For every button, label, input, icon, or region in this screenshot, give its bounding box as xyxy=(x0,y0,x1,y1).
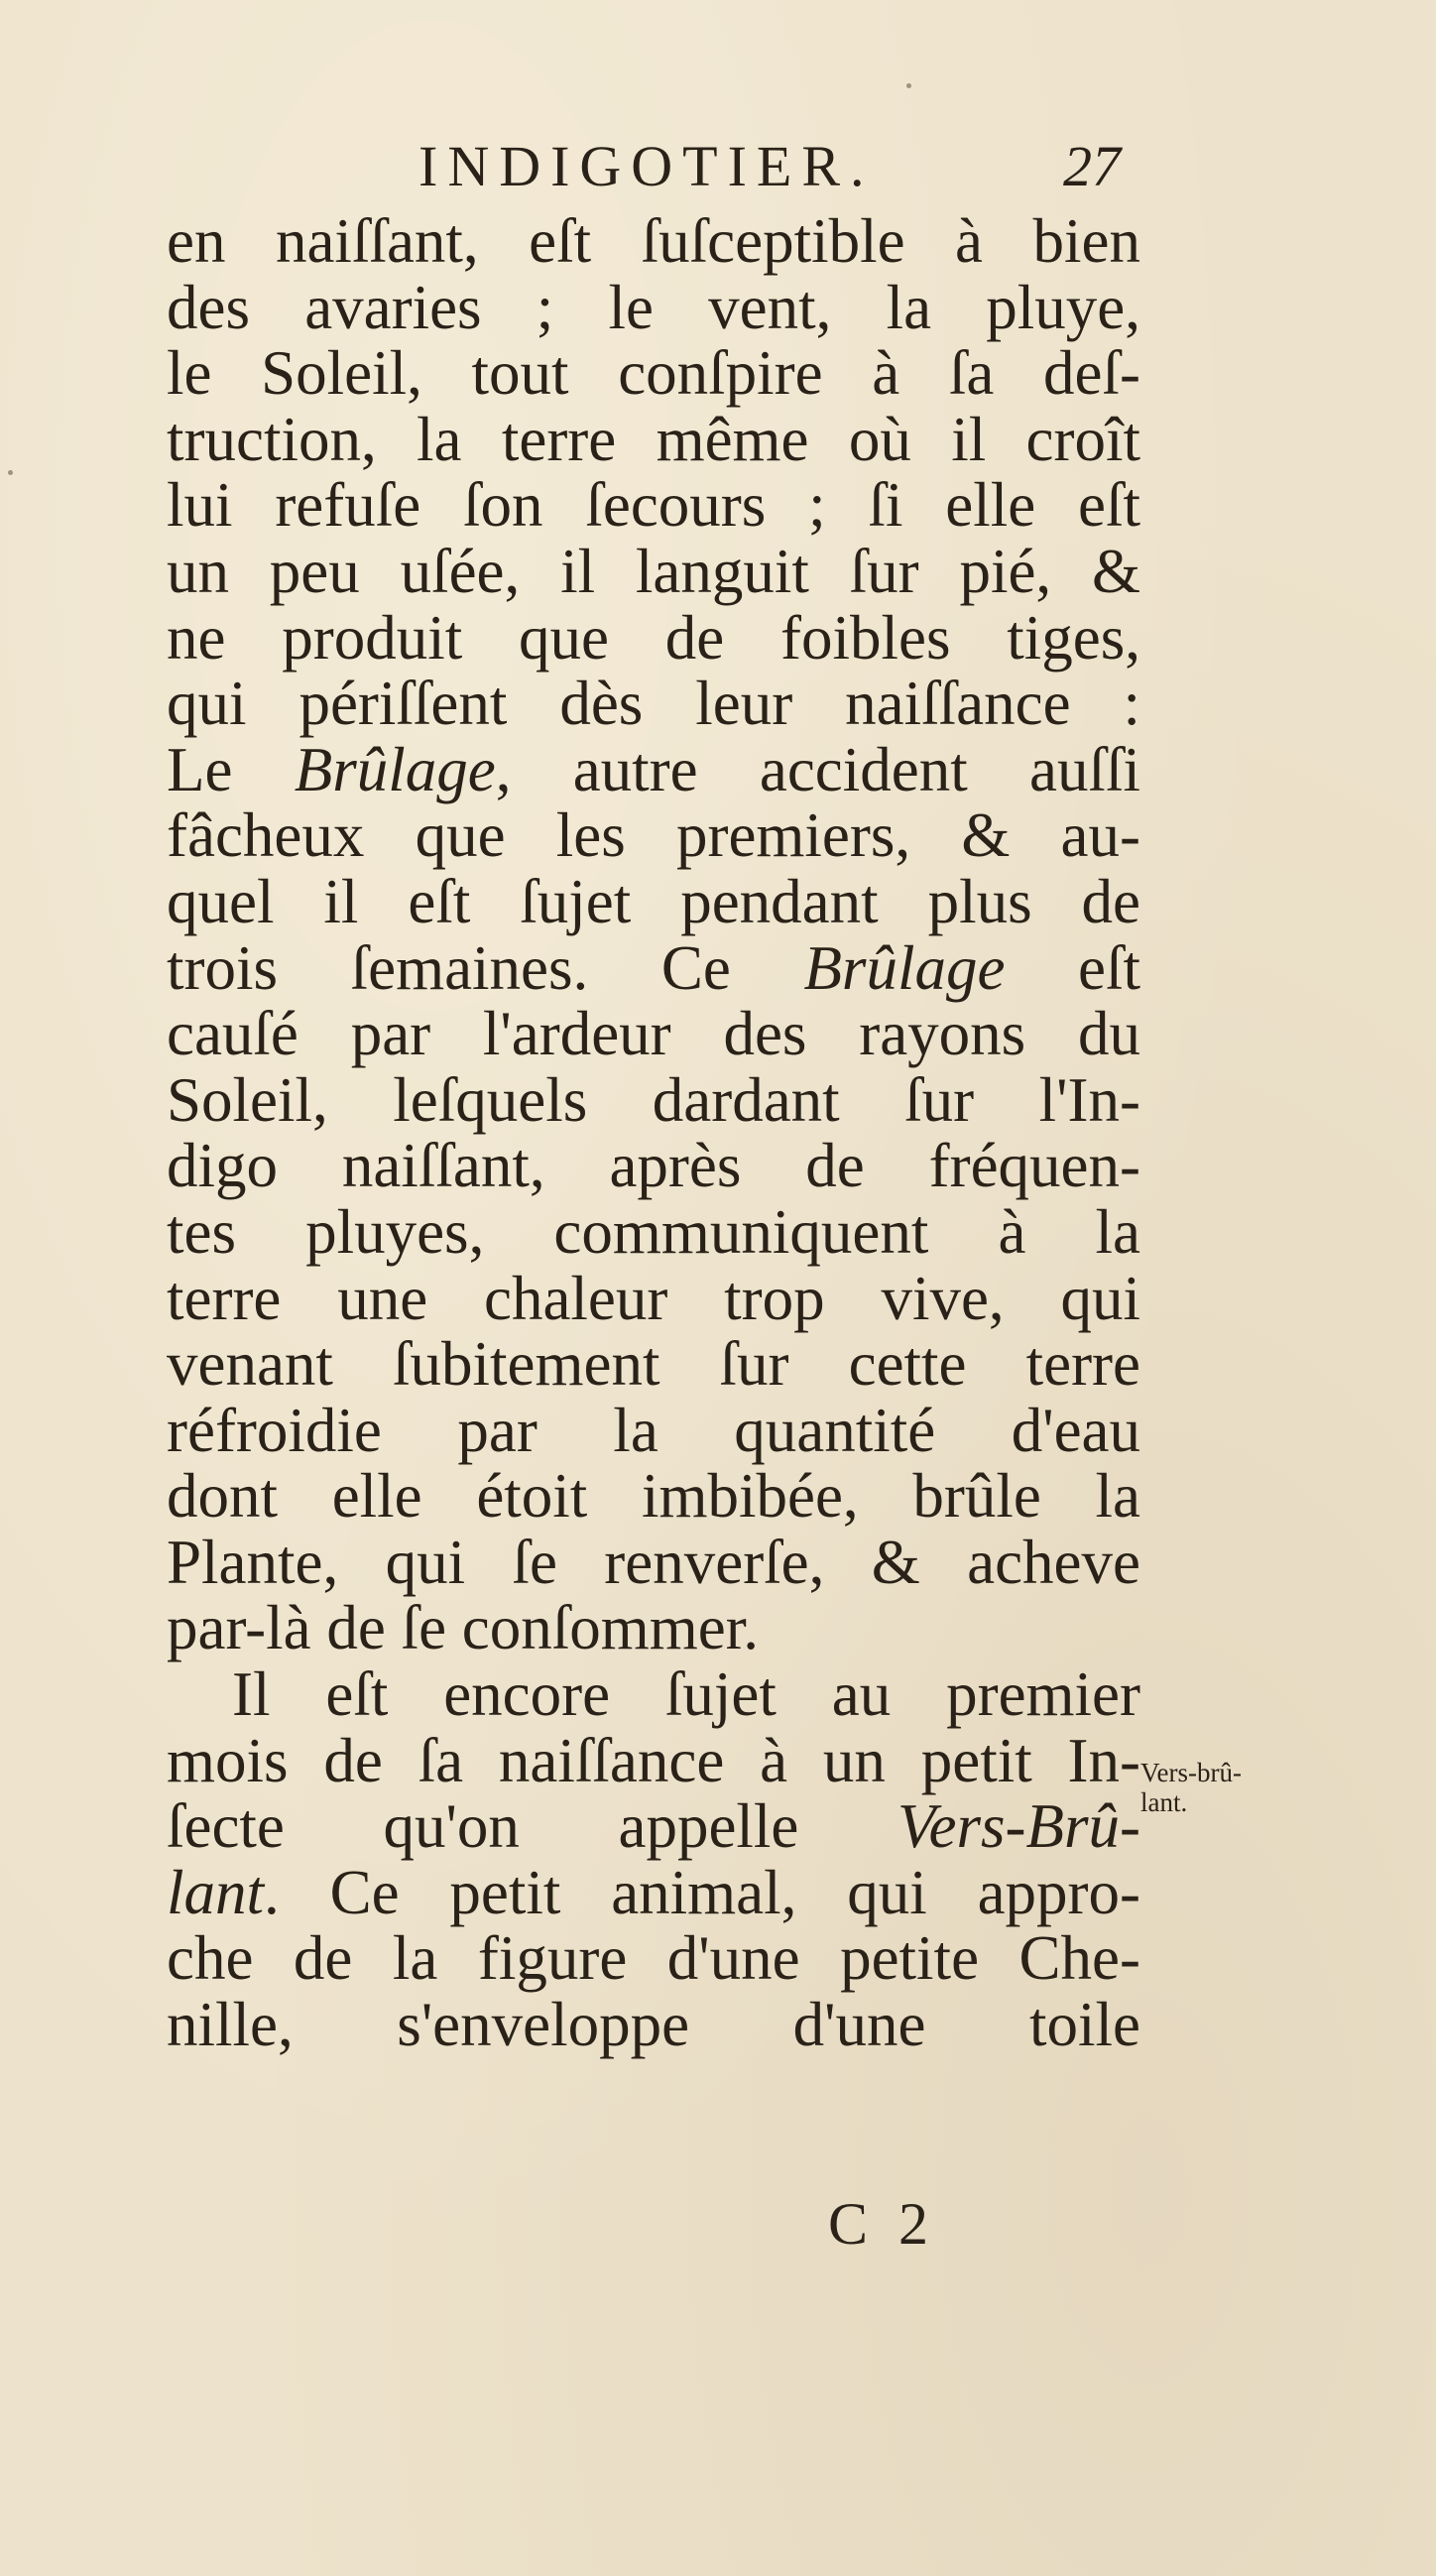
marginal-note-line: Vers-brû- xyxy=(1140,1758,1242,1787)
italic-term: Brûlage xyxy=(294,734,496,804)
text-line: des avaries ; le vent, la pluye, xyxy=(167,272,1140,342)
text-line: fâcheux que les premiers, & au- xyxy=(167,800,1140,871)
running-title: INDIGOTIER. xyxy=(419,134,875,198)
text-line: quel il eſt ſujet pendant plus de xyxy=(167,866,1140,936)
italic-term: lant xyxy=(167,1857,265,1927)
text-line: par-là de ſe conſommer. xyxy=(167,1593,759,1663)
text-line: venant ſubitement ſur cette terre xyxy=(167,1329,1140,1400)
text-line: digo naiſſant, après de fréquen- xyxy=(167,1131,1140,1201)
text-line: lant. Ce petit animal, qui appro- xyxy=(167,1857,1140,1927)
text-line: tes pluyes, communiquent à la xyxy=(167,1196,1140,1267)
text-line: qui périſſent dès leur naiſſance : xyxy=(167,669,1140,739)
italic-term: Brûlage xyxy=(803,932,1006,1003)
signature-mark: C 2 xyxy=(828,2191,937,2257)
marginal-note-line: lant. xyxy=(1140,1787,1188,1817)
paper-speck xyxy=(906,83,911,88)
text-line: truction, la terre même où il croît xyxy=(167,404,1140,474)
text-line: Le Brûlage, autre accident auſſi xyxy=(167,734,1140,804)
italic-term: Vers-Brû- xyxy=(898,1791,1140,1862)
text-line: Plante, qui ſe renverſe, & acheve xyxy=(167,1527,1140,1597)
body-text xyxy=(167,208,1140,2058)
text-line: réfroidie par la quantité d'eau xyxy=(167,1395,1140,1465)
text-line: lui refuſe ſon ſecours ; ſi elle eſt xyxy=(167,470,1140,541)
text-line: ne produit que de foibles tiges, xyxy=(167,602,1140,673)
text-line: dont elle étoit imbibée, brûle la xyxy=(167,1461,1140,1532)
text-line: un peu uſée, il languit ſur pié, & xyxy=(167,536,1140,606)
page-number: 27 xyxy=(1063,134,1121,198)
running-head xyxy=(159,127,1150,206)
text-line: Il eſt encore ſujet au premier xyxy=(232,1659,1140,1730)
text-line: nille, s'enveloppe d'une toile xyxy=(167,1990,1140,2060)
text-line: trois ſemaines. Ce Brûlage eſt xyxy=(167,932,1140,1003)
paper-speck xyxy=(8,470,13,475)
text-line: ſecte qu'on appelle Vers-Brû- xyxy=(167,1791,1140,1862)
text-line: en naiſſant, eſt ſuſceptible à bien xyxy=(167,206,1140,276)
text-line: cauſé par l'ardeur des rayons du xyxy=(167,999,1140,1069)
text-line: mois de ſa naiſſance à un petit In- xyxy=(167,1725,1140,1795)
text-line: Soleil, leſquels dardant ſur l'In- xyxy=(167,1064,1140,1135)
marginal-note xyxy=(1140,1758,1299,1817)
text-line: terre une chaleur trop vive, qui xyxy=(167,1263,1140,1333)
text-line: che de la figure d'une petite Che- xyxy=(167,1923,1140,1994)
text-line: le Soleil, tout conſpire à ſa deſ- xyxy=(167,338,1140,409)
